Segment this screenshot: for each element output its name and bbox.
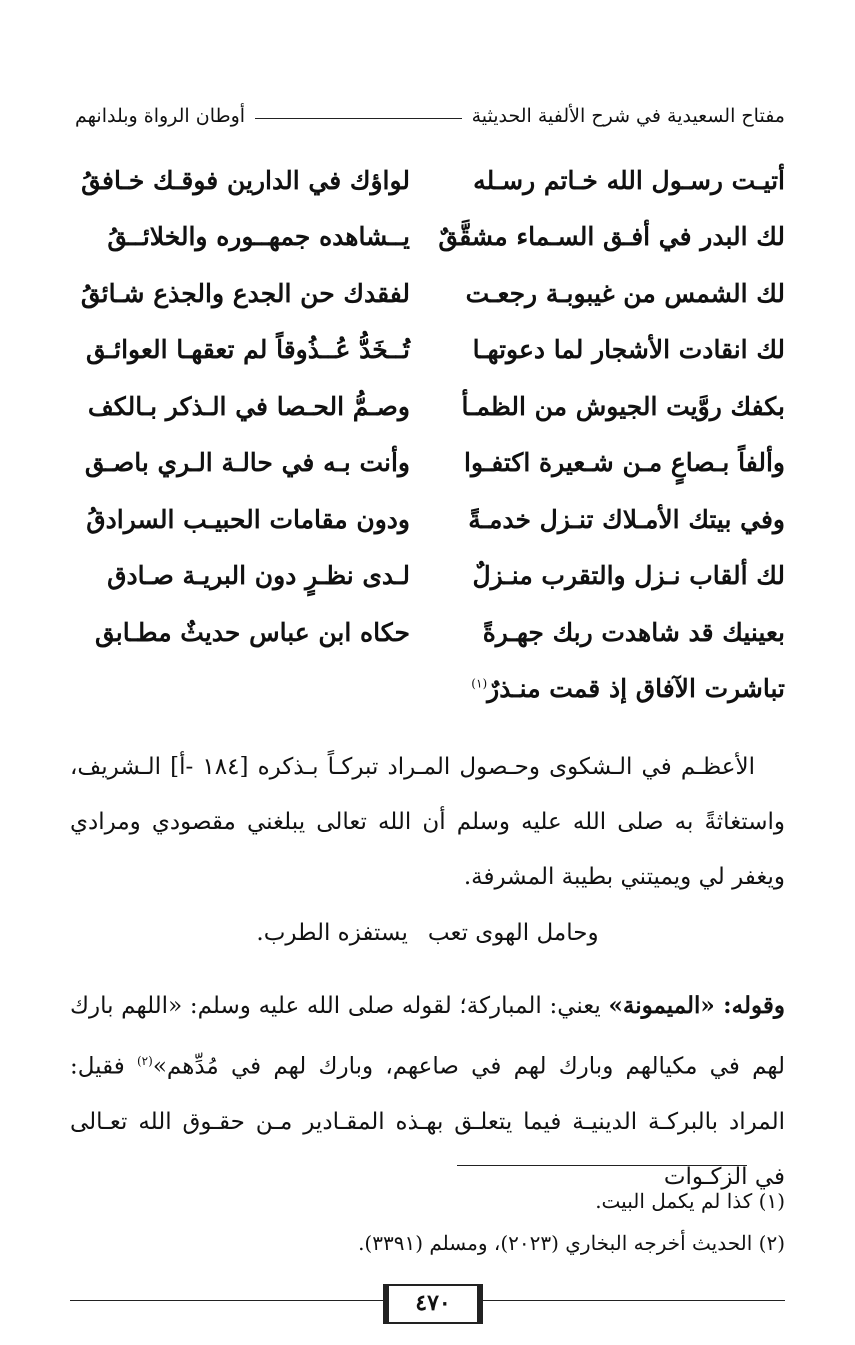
verse	[80, 378, 785, 435]
paragraph-text: فقيل: المراد بالبركـة الدينيـة فيما يتعلـق بهـذه المقـادير مـن حقـوق الله تعـالى في الزكـوات	[70, 1053, 785, 1190]
poem	[80, 152, 785, 717]
page-number: ٤٧٠	[383, 1284, 483, 1324]
hemistich-second: لواؤك في الدارين فوقـك خـافقُ	[81, 165, 410, 195]
verse	[80, 435, 785, 492]
hemistich-first: وألفاً بـصاعٍ مـن شـعيرة اكتفـوا	[464, 448, 785, 478]
paragraph-text: يعني: المباركة؛ لقوله صلى الله عليه وسلم: «اللهم بارك لهم في مكيالهم وبارك لهم في صاعهم، وبارك لهم في مُدِّهم»	[70, 993, 785, 1080]
verse	[80, 661, 785, 718]
chapter-title: أوطان الرواة وبلدانهم	[75, 105, 246, 127]
centered-verse-part: يستفزه الطرب.	[256, 920, 408, 946]
verse	[80, 209, 785, 266]
verse	[80, 604, 785, 661]
hemistich-second: وأنت بـه في حالـة الـري باصـق	[84, 448, 410, 478]
footnote-marker: (١)	[471, 676, 488, 691]
hemistich-first: بكفك روَّيت الجيوش من الظمـأ	[461, 391, 785, 421]
footnote-separator	[457, 1165, 747, 1166]
hemistich-second: تُــخَدُّ عُــذُوقاً لم تعقهـا العوائـق	[85, 335, 410, 365]
hemistich-text: تباشرت الآفاق إذ قمت منـذرٌ	[487, 674, 785, 704]
hemistich-first: لك انقادت الأشجار لما دعوتهـا	[472, 335, 785, 365]
hemistich-first: وفي بيتك الأمـلاك تنـزل خدمـةً	[468, 504, 785, 534]
verse	[80, 265, 785, 322]
hemistich-first: لك ألقاب نـزل والتقرب منـزلٌ	[472, 561, 785, 591]
centered-verse	[70, 920, 785, 946]
footnotes	[70, 1180, 785, 1264]
hemistich-first	[455, 674, 785, 703]
verse	[80, 491, 785, 548]
book-title: مفتاح السعيدية في شرح الألفية الحديثية	[471, 105, 785, 127]
hemistich-first: أتيـت رسـول الله خـاتم رسـله	[473, 165, 785, 195]
paragraph: الأعظـم في الـشكوى وحـصول المـراد تبركـاً بـذكره [١٨٤ -أ] الـشريف، واستغاثةً به صلى الله عليه وسلم أن الله تعالى يبلغني مقصودي ومرادي ويغفر لي ويميتني بطيبة المشرفة.	[70, 754, 785, 890]
hemistich-first: لك الشمس من غيبوبـة رجعـت	[465, 278, 785, 308]
verse	[80, 152, 785, 209]
hemistich-second: ودون مقامات الحبيـب السرادقُ	[86, 504, 410, 534]
hemistich-second: لـدى نظـرٍ دون البريـة صـادق	[107, 561, 410, 591]
hemistich-first: بعينيك قد شاهدت ربك جهـرةً	[482, 617, 785, 647]
header-rule	[255, 118, 462, 119]
hemistich-first: لك البدر في أفـق السـماء مشقَّقٌ	[438, 222, 785, 252]
footnote: (١) كذا لم يكمل البيت.	[595, 1189, 785, 1213]
centered-verse-part: وحامل الهوى تعب	[427, 920, 599, 946]
footnote-marker: (٢)	[136, 1054, 153, 1068]
running-header	[75, 96, 785, 136]
hemistich-second: وصـمُّ الحـصا في الـذكر بـالكف	[87, 391, 410, 421]
verse	[80, 322, 785, 379]
verse	[80, 548, 785, 605]
hemistich-second: حكاه ابن عباس حديثٌ مطـابق	[94, 617, 410, 647]
paragraph	[70, 978, 785, 1205]
footnote: (٢) الحديث أخرجه البخاري (٢٠٢٣)، ومسلم (٣٣٩١).	[358, 1231, 785, 1255]
hemistich-second: يــشاهده جمهــوره والخلائــقُ	[107, 222, 410, 252]
hemistich-second: لفقدك حن الجدع والجذع شـائقُ	[80, 278, 410, 308]
quoted-term: وقوله: «الميمونة»	[608, 992, 785, 1019]
